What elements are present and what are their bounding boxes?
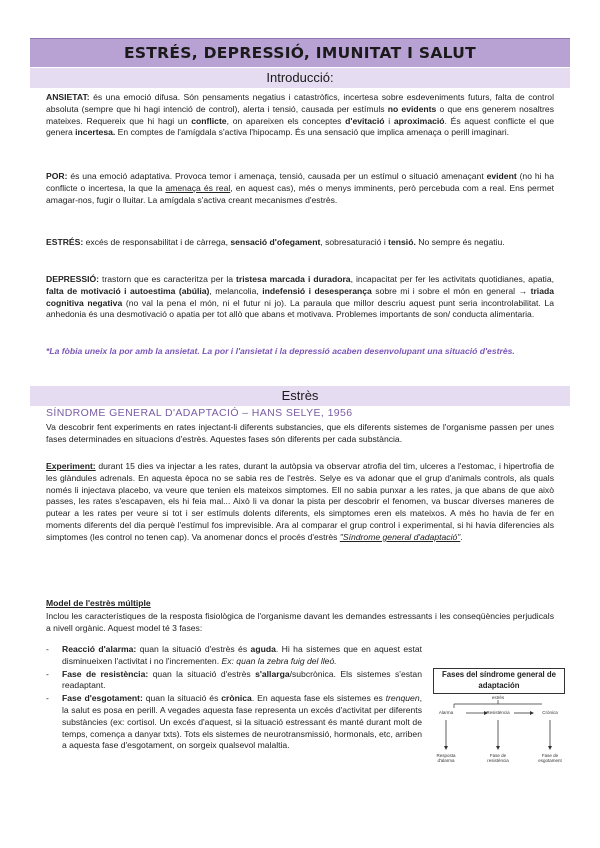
selye-paragraph: Va descobrir fent experiments en rates injectant-li diferents substancies, que els diferents sistemes de l'organisme passen per unes fases determinades en situacions d'estrès. Aquestes fases són diferents per cada substància.	[46, 422, 554, 444]
stage-label: Alarma	[438, 710, 454, 715]
ansietat-paragraph: ANSIETAT: és una emoció difusa. Són pensaments negatius i catastròfics, incertesa sobre esdeveniments futurs, falta de control absoluta (sempre que hi hagi intenció de control), alerta i tensió, causada per estímuls no evidents o que ens generem nosaltres mateixes. Requereix que hi hagi un conflicte, on apareixen els conceptes d'evitació i aproximació. És aquest conflicte el que genera incertesa. En comptes de l'amígdala s'activa l'hipocamp. És una sensació que implica amenaça o perill imaginari.	[46, 92, 555, 138]
term-estres: ESTRÉS:	[46, 237, 84, 247]
stage-label: Crònica	[542, 710, 558, 715]
outcome-label: Fase de resistència	[487, 753, 509, 763]
diagram-top-label: estrès	[491, 695, 505, 700]
list-item: - Reacció d'alarma: quan la situació d'estrès és aguda. Hi ha sistemes que en aquest estat disminueixen l'activitat i no l'incrementen. Ex: quan la zebra fuig del lleó.	[46, 644, 423, 666]
model-intro: Inclou les característiques de la resposta fisiològica de l'organisme davant les demandes estressants i les conseqüències perjudicals a nivell orgànic. Aquest model té 3 fases:	[46, 611, 554, 633]
fobia-note: *La fòbia uneix la por amb la ansietat. La por i l'ansietat i la depressió acaben desenvolupant una situació d'estrès.	[46, 346, 515, 356]
estres-heading: Estrès	[281, 388, 319, 403]
title-banner	[30, 38, 570, 67]
diagram-title: Fases del síndrome general de adaptación	[433, 668, 565, 694]
list-item: - Fase d'esgotament: quan la situació és crònica. En aquesta fase els sistemes es trenquen, la salut es posa en perill. A vegades aquesta fase representa un excés d'activitat per diferents substàncies (ex: cortisol. Un excés d'aquest, si la situació estressant és manté durant molt de temps, comença a danyar txts). Tots els sistemes de neurotransmissió, hormonals, etc, arriben a aquesta fase d'esgotament, on sorgeix qualsevol malaltia.	[46, 693, 422, 751]
sga-diagram	[428, 668, 568, 772]
intro-heading-bar	[30, 68, 570, 88]
experiment-paragraph: Experiment: durant 15 dies va injectar a les rates, durant la autòpsia va observar atrofia del tim, ulceres a l'estomac, i hipertrofia de les glàndules adrenals. En aquesta època no se sabia res de l'estrès. Selye es va adonar que el grup d'animals controls, als quals només li injectava placebo, va veure que tenien els mateixos simptomes. Ell no sabia punxar a les rates, ja que abans de que això passes, les rates s'escapaven, els hi feia mal... Això li va donar la pista per descobrir el fenomen, va buscar diverses maneres de putear a les rates per veure si tot i ser estímuls dolents diferents, els simptomes eren els mateixos. A més ho havia de fer en moments diferents del dia perquè l'estímul fos imprevisible. Ara al comparar el grup control i experimental, si hi havia diferencies als simptomes (les control no tenen cap). Va anomenar doncs el procés d'estrès "Síndrome general d'adaptació".	[46, 461, 554, 542]
estres-heading-bar	[30, 386, 570, 406]
experiment-label: Experiment:	[46, 461, 96, 471]
term-por: POR:	[46, 171, 68, 181]
intro-heading: Introducció:	[266, 70, 334, 85]
page-title: ESTRÉS, DEPRESSIÓ, IMUNITAT I SALUT	[123, 44, 477, 62]
stage-label: Resistència	[486, 710, 510, 715]
arrow-down-icon	[496, 746, 500, 750]
arrow-down-icon	[444, 746, 448, 750]
estres-paragraph: ESTRÉS: excés de responsabilitat i de càrrega, sensació d'ofegament, sobresaturació i tensió. No sempre és negatiu.	[46, 237, 505, 247]
outcome-label: Resposta d'alarma	[436, 753, 456, 763]
outcome-label: Fase de esgotament	[538, 753, 562, 763]
phase-list	[46, 644, 422, 753]
por-paragraph: POR: és una emoció adaptativa. Provoca temor i amenaça, tensió, causada per un estímul o situació amenaçant evident (no hi ha conflicte o incertesa, la que la amenaça és real, en aquest cas), més o menys imminents, però percebuda com a real. Ens permet amagar-nos, fugir o lluitar. La amígdala s'activa creant mecanismes d'estrès.	[46, 171, 555, 205]
model-heading: Model de l'estrès múltiple	[46, 598, 151, 608]
selye-subheading: SÍNDROME GENERAL D'ADAPTACIÓ – HANS SELYE, 1956	[46, 407, 353, 419]
depressio-paragraph: DEPRESSIÓ: trastorn que es caracteritza per la tristesa marcada i duradora, incapacitat per fer les activitats quotidianes, apatia, falta de motivació i autoestima (abúlia), melancolia, indefensió i desesperança sobre mi i sobre el món en general → triada cognitiva negativa (no val la pena el món, ni el futur ni jo). La paraula que millor descriu aquest punt seria incontrolabilitat. La anhedonia és una desmotivació o apatia per tot allò que abans et motivava. Problemes importants de son/ conducta alimentaria.	[46, 274, 554, 320]
arrow-down-icon	[548, 746, 552, 750]
term-depressio: DEPRESSIÓ:	[46, 274, 100, 284]
term-ansietat: ANSIETAT:	[46, 92, 90, 102]
list-item: - Fase de resistència: quan la situació d'estrès s'allarga/subcrònica. Els sistemes s'estan readaptant.	[46, 668, 422, 691]
